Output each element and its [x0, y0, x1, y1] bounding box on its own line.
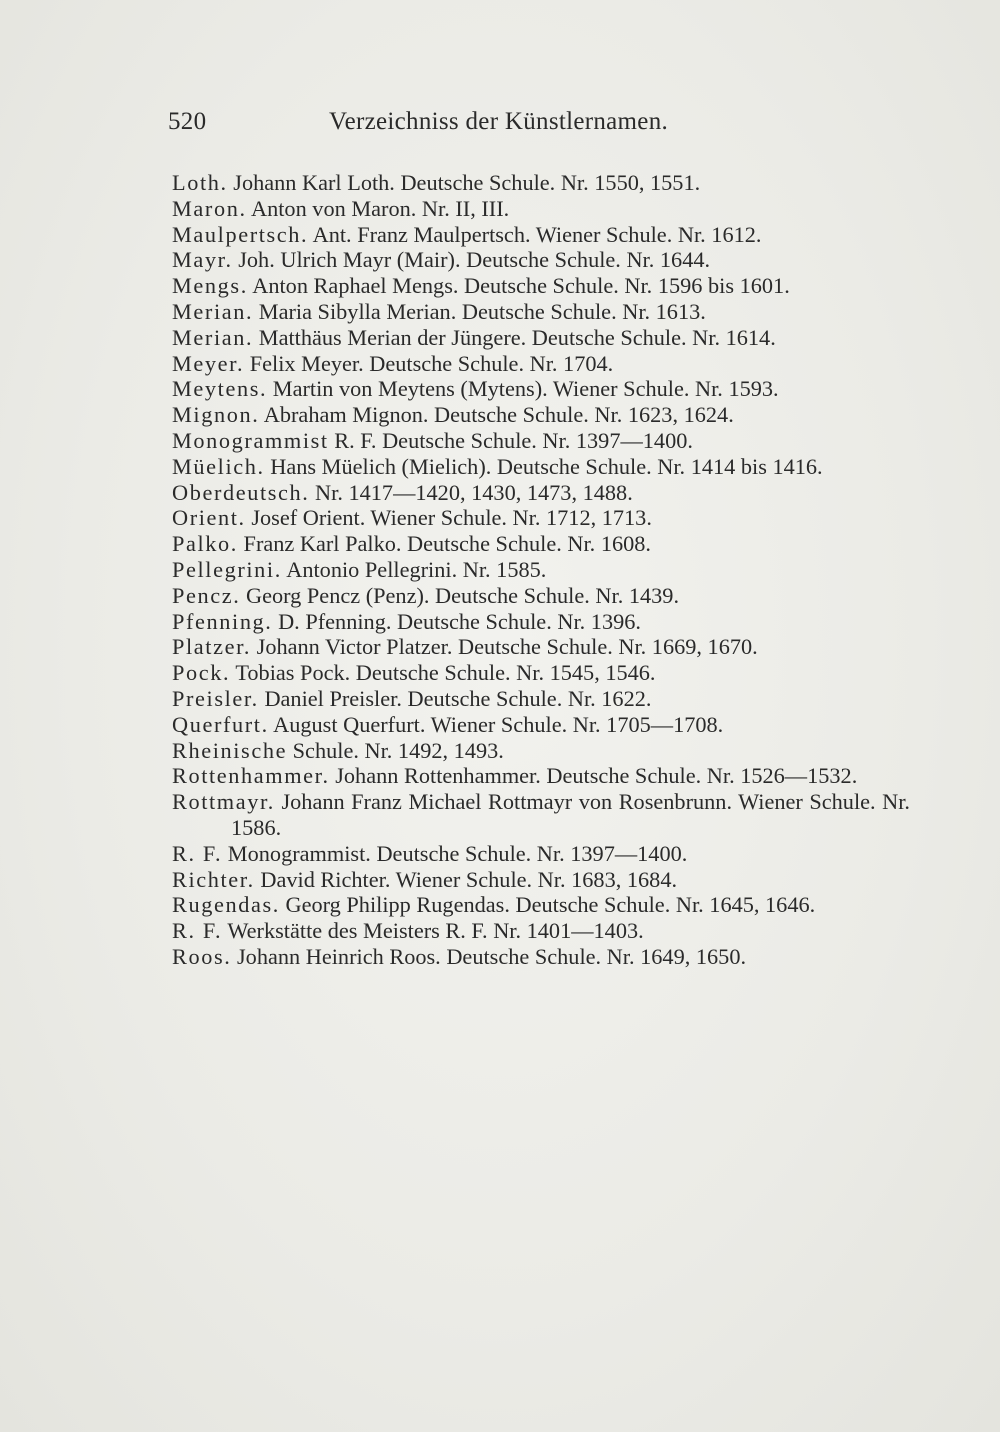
entry-text: Abraham Mignon. Deutsche Schule. Nr. 1623, 1624.	[263, 402, 734, 428]
entry-text: Anton von Maron. Nr. II, III.	[250, 195, 510, 221]
entry-text: Daniel Preisler. Deutsche Schule. Nr. 1622.	[264, 685, 652, 711]
index-entry	[172, 196, 910, 222]
entry-text: Georg Pencz (Penz). Deutsche Schule. Nr. 1439.	[246, 582, 680, 608]
entry-text: Johann Rottenhammer. Deutsche Schule. Nr. 1526—1532.	[335, 763, 858, 789]
entry-text: Hans Müelich (Mielich). Deutsche Schule. Nr. 1414 bis 1416.	[270, 453, 823, 479]
entry-term: Pencz.	[172, 582, 241, 608]
entry-text: Johann Victor Platzer. Deutsche Schule. Nr. 1669, 1670.	[256, 634, 758, 660]
entry-text: August Querfurt. Wiener Schule. Nr. 1705—1708.	[273, 711, 724, 737]
index-entry	[172, 351, 910, 377]
index-entry	[172, 841, 910, 867]
entry-term: Roos.	[172, 943, 232, 969]
entry-text: Anton Raphael Mengs. Deutsche Schule. Nr. 1596 bis 1601.	[252, 273, 790, 299]
index-entry	[172, 634, 910, 660]
entry-term: Rheinische	[172, 737, 288, 763]
index-entry	[172, 918, 910, 944]
entry-text: Johann Franz Michael Rottmayr von Rosenbrunn. Wiener Schule. Nr. 1586.	[231, 789, 910, 840]
entry-term: Mayr.	[172, 247, 233, 273]
entry-text: Monogrammist. Deutsche Schule. Nr. 1397—1400.	[227, 840, 688, 866]
entry-term: Pock.	[172, 660, 231, 686]
entry-term: Rugendas.	[172, 892, 280, 918]
entry-text: Antonio Pellegrini. Nr. 1585.	[286, 556, 547, 582]
entry-text: R. F. Deutsche Schule. Nr. 1397—1400.	[334, 427, 693, 453]
entry-text: Joh. Ulrich Mayr (Mair). Deutsche Schule. Nr. 1644.	[238, 247, 711, 273]
page-number: 520	[168, 108, 207, 135]
entry-text: D. Pfenning. Deutsche Schule. Nr. 1396.	[278, 608, 641, 634]
running-title: Verzeichniss der Künstlernamen.	[329, 108, 669, 135]
entry-text: Johann Heinrich Roos. Deutsche Schule. Nr. 1649, 1650.	[237, 943, 747, 969]
entry-term: Oberdeutsch.	[172, 479, 310, 505]
entry-text: Matthäus Merian der Jüngere. Deutsche Schule. Nr. 1614.	[258, 324, 776, 350]
entry-term: R. F.	[172, 840, 223, 866]
index-entry	[172, 789, 910, 841]
index-entry	[172, 944, 910, 970]
entry-term: Rottenhammer.	[172, 763, 330, 789]
entry-term: Pellegrini.	[172, 556, 282, 582]
index-entry	[172, 738, 910, 764]
entry-term: Richter.	[172, 866, 255, 892]
index-entry	[172, 583, 910, 609]
entry-text: Maria Sibylla Merian. Deutsche Schule. Nr. 1613.	[258, 298, 706, 324]
entry-term: Merian.	[172, 298, 254, 324]
entry-text: Tobias Pock. Deutsche Schule. Nr. 1545, 1546.	[235, 660, 656, 686]
entry-term: Rottmayr.	[172, 789, 275, 815]
index-entry	[172, 428, 910, 454]
index-entry	[172, 222, 910, 248]
index-entry	[172, 247, 910, 273]
index-entry	[172, 531, 910, 557]
entry-term: Meytens.	[172, 376, 268, 402]
index-entry	[172, 892, 910, 918]
index-entry	[172, 170, 910, 196]
entry-text: Schule. Nr. 1492, 1493.	[292, 737, 504, 763]
index-entry	[172, 557, 910, 583]
entry-term: Preisler.	[172, 685, 259, 711]
entry-term: Pfenning.	[172, 608, 273, 634]
index-entry	[172, 505, 910, 531]
entry-text: Felix Meyer. Deutsche Schule. Nr. 1704.	[249, 350, 614, 376]
entry-term: Querfurt.	[172, 711, 269, 737]
index-entry	[172, 299, 910, 325]
artist-index-list	[172, 170, 910, 970]
index-entry	[172, 273, 910, 299]
index-entry	[172, 402, 910, 428]
page-header	[168, 108, 908, 148]
index-entry	[172, 763, 910, 789]
entry-term: Müelich.	[172, 453, 265, 479]
entry-term: Meyer.	[172, 350, 245, 376]
entry-text: Martin von Meytens (Mytens). Wiener Schule. Nr. 1593.	[272, 376, 779, 402]
entry-term: Platzer.	[172, 634, 252, 660]
entry-term: Monogrammist	[172, 427, 329, 453]
index-entry	[172, 325, 910, 351]
index-entry	[172, 376, 910, 402]
entry-term: R. F.	[172, 918, 223, 944]
entry-term: Mengs.	[172, 273, 248, 299]
index-entry	[172, 480, 910, 506]
entry-term: Orient.	[172, 505, 246, 531]
entry-text: Franz Karl Palko. Deutsche Schule. Nr. 1608.	[243, 531, 651, 557]
index-entry	[172, 454, 910, 480]
index-entry	[172, 660, 910, 686]
entry-term: Loth.	[172, 170, 228, 195]
entry-term: Palko.	[172, 531, 238, 557]
entry-text: Josef Orient. Wiener Schule. Nr. 1712, 1713.	[251, 505, 652, 531]
entry-text: Nr. 1417—1420, 1430, 1473, 1488.	[315, 479, 633, 505]
entry-term: Merian.	[172, 324, 254, 350]
entry-text: Werkstätte des Meisters R. F. Nr. 1401—1403.	[227, 918, 644, 944]
entry-text: Ant. Franz Maulpertsch. Wiener Schule. Nr. 1612.	[312, 221, 762, 247]
index-entry	[172, 609, 910, 635]
index-entry	[172, 867, 910, 893]
index-entry	[172, 686, 910, 712]
index-entry	[172, 712, 910, 738]
entry-text: Georg Philipp Rugendas. Deutsche Schule. Nr. 1645, 1646.	[285, 892, 816, 918]
entry-term: Maron.	[172, 195, 247, 221]
entry-term: Mignon.	[172, 402, 260, 428]
entry-text: David Richter. Wiener Schule. Nr. 1683, 1684.	[260, 866, 678, 892]
entry-term: Maulpertsch.	[172, 221, 309, 247]
entry-text: Johann Karl Loth. Deutsche Schule. Nr. 1550, 1551.	[233, 170, 701, 195]
